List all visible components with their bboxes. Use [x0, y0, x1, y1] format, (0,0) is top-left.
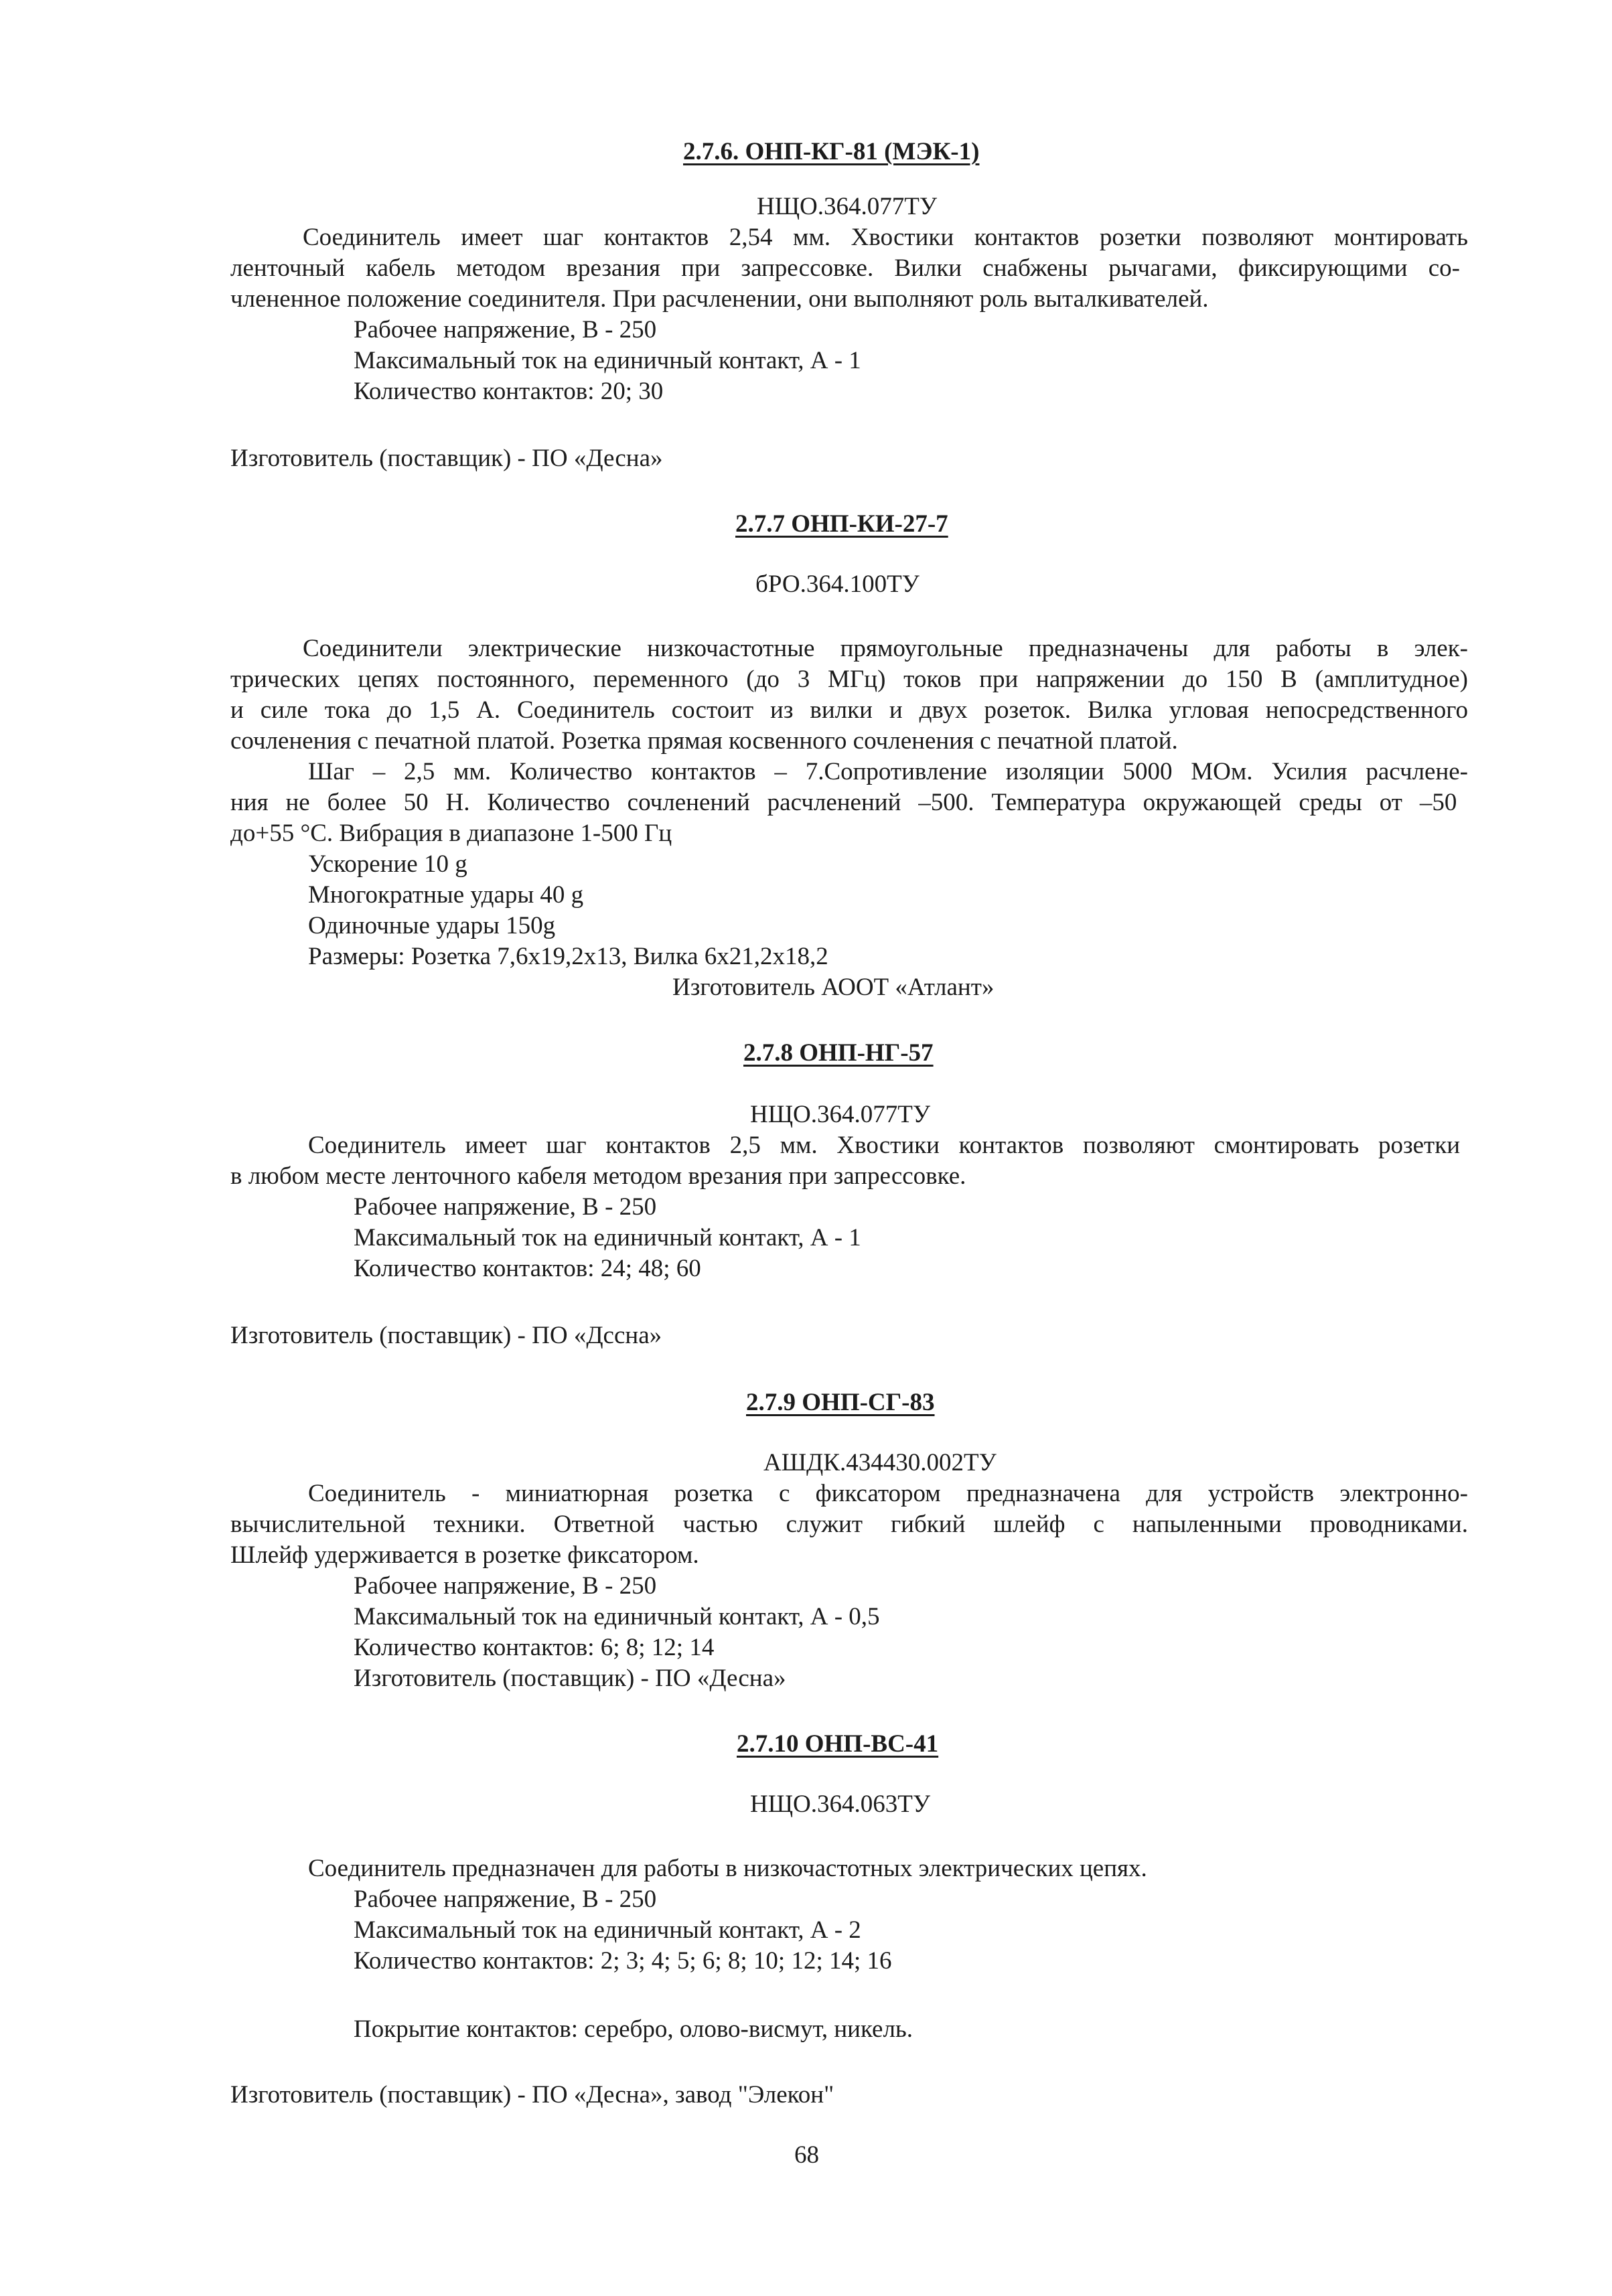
- manufacturer-line: Изготовитель (поставщик) - ПО «Десна»: [230, 445, 663, 472]
- spec-contacts: Количество контактов: 2; 3; 4; 5; 6; 8; 10; 12; 14; 16: [354, 1947, 892, 1975]
- paragraph-line: трических цепях постоянного, переменного (до 3 МГц) токов при напряжении до 150 В (амплитудное): [230, 666, 1468, 693]
- paragraph-line: в любом месте ленточного кабеля методом врезания при запрессовке.: [230, 1162, 966, 1190]
- paragraph-line: ленточный кабель методом врезания при запрессовке. Вилки снабжены рычагами, фиксирующими со-: [230, 254, 1460, 282]
- paragraph-line: сочленения с печатной платой. Розетка прямая косвенного сочленения с печатной платой.: [230, 727, 1178, 755]
- spec-code: НЩО.364.063ТУ: [750, 1790, 931, 1818]
- page-number: 68: [794, 2141, 819, 2169]
- spec-code: АШДК.434430.002ТУ: [763, 1449, 997, 1476]
- spec-code: НЩО.364.077ТУ: [757, 193, 938, 220]
- paragraph-line: члененное положение соединителя. При расчленении, они выполняют роль выталкивателей.: [230, 285, 1209, 313]
- paragraph-line: Соединители электрические низкочастотные прямоугольные предназначены для работы в элек-: [303, 635, 1468, 662]
- manufacturer-line: Изготовитель (поставщик) - ПО «Десна», завод "Элекон": [230, 2081, 834, 2109]
- paragraph-line: вычислительной техники. Ответной частью служит гибкий шлейф с напыленными проводниками.: [230, 1511, 1468, 1538]
- spec-voltage: Рабочее напряжение, В - 250: [354, 316, 657, 343]
- spec-voltage: Рабочее напряжение, В - 250: [354, 1572, 657, 1600]
- spec-coating: Покрытие контактов: серебро, олово-висмут, никель.: [354, 2015, 913, 2043]
- section-heading-2-7-9: 2.7.9 ОНП-СГ-83: [746, 1389, 935, 1416]
- section-heading-2-7-8: 2.7.8 ОНП-НГ-57: [743, 1039, 934, 1067]
- spec-code: НЩО.364.077ТУ: [750, 1101, 931, 1128]
- paragraph-line: ния не более 50 Н. Количество сочленений расчленений –500. Температура окружающей среды от –50: [230, 789, 1457, 816]
- manufacturer-line: Изготовитель АООТ «Атлант»: [672, 974, 995, 1001]
- paragraph-line: Соединитель - миниатюрная розетка с фиксатором предназначена для устройств электронно-: [308, 1480, 1468, 1507]
- paragraph-line: Соединитель имеет шаг контактов 2,54 мм. Хвостики контактов розетки позволяют монтировать: [303, 224, 1468, 251]
- section-heading-2-7-6: 2.7.6. ОНП-КГ-81 (МЭК-1): [683, 138, 980, 165]
- spec-current: Максимальный ток на единичный контакт, А - 2: [354, 1916, 861, 1944]
- spec-contacts: Количество контактов: 24; 48; 60: [354, 1255, 701, 1282]
- spec-code: бРО.364.100ТУ: [755, 570, 920, 598]
- spec-dimensions: Размеры: Розетка 7,6х19,2х13, Вилка 6х21,2х18,2: [308, 943, 828, 970]
- paragraph-line: Соединитель предназначен для работы в низкочастотных электрических цепях.: [308, 1855, 1147, 1882]
- spec-current: Максимальный ток на единичный контакт, А - 1: [354, 1224, 861, 1251]
- paragraph-line: Соединитель имеет шаг контактов 2,5 мм. Хвостики контактов позволяют смонтировать розетки: [308, 1132, 1460, 1159]
- manufacturer-line: Изготовитель (поставщик) - ПО «Дсcна»: [230, 1322, 662, 1349]
- spec-contacts: Количество контактов: 20; 30: [354, 378, 664, 405]
- paragraph-line: и силе тока до 1,5 А. Соединитель состоит из вилки и двух розеток. Вилка угловая непосредственного: [230, 696, 1468, 724]
- spec-single-impacts: Одиночные удары 150g: [308, 912, 556, 939]
- spec-current: Максимальный ток на единичный контакт, А - 1: [354, 347, 861, 374]
- spec-multiple-impacts: Многократные удары 40 g: [308, 881, 584, 909]
- manufacturer-line: Изготовитель (поставщик) - ПО «Десна»: [354, 1665, 786, 1692]
- paragraph-line: Шлейф удерживается в розетке фиксатором.: [230, 1541, 699, 1569]
- spec-current: Максимальный ток на единичный контакт, А - 0,5: [354, 1603, 880, 1630]
- paragraph-line: Шаг – 2,5 мм. Количество контактов – 7.Сопротивление изоляции 5000 МОм. Усилия расчлене-: [308, 758, 1468, 785]
- section-heading-2-7-7: 2.7.7 ОНП-КИ-27-7: [735, 510, 948, 538]
- spec-voltage: Рабочее напряжение, В - 250: [354, 1193, 657, 1221]
- paragraph-line: до+55 °С. Вибрация в диапазоне 1-500 Гц: [230, 820, 672, 847]
- spec-contacts: Количество контактов: 6; 8; 12; 14: [354, 1634, 715, 1661]
- spec-voltage: Рабочее напряжение, В - 250: [354, 1886, 657, 1913]
- spec-acceleration: Ускорение 10 g: [308, 850, 467, 878]
- section-heading-2-7-10: 2.7.10 ОНП-ВС-41: [737, 1730, 939, 1758]
